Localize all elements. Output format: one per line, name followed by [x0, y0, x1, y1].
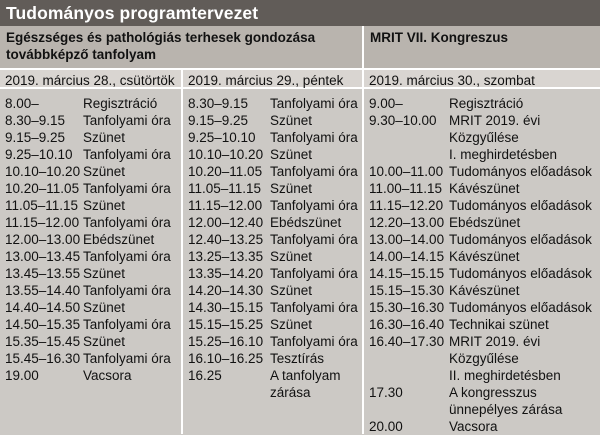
schedule-event: Tudományos előadások — [449, 232, 592, 247]
schedule-time: 12.00–12.40 — [188, 215, 264, 230]
schedule-time: 14.40–14.50 — [5, 300, 81, 315]
schedule-time: 13.35–14.20 — [188, 266, 264, 281]
schedule-event: Tudományos előadások — [449, 198, 592, 213]
schedule-event: ünnepélyes zárása — [449, 402, 563, 417]
schedule-row — [183, 180, 362, 197]
schedule-event: Közgyűlése — [449, 130, 519, 145]
schedule-day-3 — [364, 89, 600, 434]
schedule-event: Tanfolyami óra — [270, 232, 358, 247]
schedule-event: Kávészünet — [449, 249, 520, 264]
schedule-row — [183, 95, 362, 112]
date-day-3: 2019. március 30., szombat — [364, 68, 600, 89]
schedule-row — [183, 282, 362, 299]
schedule-event: Tanfolyami óra — [270, 130, 358, 145]
schedule-row — [0, 180, 181, 197]
schedule-time: 13.45–13.55 — [5, 266, 81, 281]
schedule-row — [183, 265, 362, 282]
schedule-event: Ebédszünet — [270, 215, 342, 230]
schedule-event: Szünet — [270, 249, 313, 264]
schedule-time: 14.15–15.15 — [369, 266, 445, 281]
schedule-time: 8.30–9.15 — [5, 113, 66, 128]
schedule-row — [183, 129, 362, 146]
schedule-row — [364, 401, 600, 418]
schedule-time: 11.00–11.15 — [369, 181, 443, 196]
schedule-row — [183, 333, 362, 350]
schedule-time: 10.10–10.20 — [188, 147, 264, 162]
schedule-time: 9.25–10.10 — [5, 147, 73, 162]
schedule-row — [0, 112, 181, 129]
schedule-event: Regisztráció — [83, 96, 158, 111]
schedule-time: 9.30–10.00 — [369, 113, 437, 128]
schedule-event: II. meghirdetésben — [449, 368, 561, 383]
schedule-event: Tanfolyami óra — [270, 164, 358, 179]
schedule-time: 13.00–13.45 — [5, 249, 81, 264]
schedule-row — [364, 282, 600, 299]
schedule-time: 17.30 — [369, 385, 403, 400]
schedule-event: Technikai szünet — [449, 317, 549, 332]
schedule-event: Vacsora — [449, 419, 498, 434]
schedule-time: 14.20–14.30 — [188, 283, 264, 298]
schedule-time: 15.15–15.25 — [188, 317, 264, 332]
schedule-event: Szünet — [83, 300, 126, 315]
schedule-time: 13.00–14.00 — [369, 232, 445, 247]
schedule-time: 12.00–13.00 — [5, 232, 81, 247]
schedule-row — [0, 367, 181, 384]
schedule-event: Tanfolyami óra — [270, 266, 358, 281]
schedule-event: Szünet — [270, 181, 313, 196]
schedule-row — [364, 95, 600, 112]
schedule-event: Tanfolyami óra — [83, 147, 171, 162]
schedule-time: 8.30–9.15 — [188, 96, 249, 111]
schedule-time: 9.00– — [369, 96, 403, 111]
date-day-1: 2019. március 28., csütörtök — [0, 68, 183, 89]
schedule-event: Tanfolyami óra — [83, 283, 171, 298]
schedule-time: 10.20–11.05 — [5, 181, 80, 196]
schedule-row — [0, 95, 181, 112]
schedule-row — [364, 112, 600, 129]
schedule-time: 15.25–16.10 — [188, 334, 264, 349]
schedule-event: Tesztírás — [270, 351, 325, 366]
schedule-row — [364, 367, 600, 384]
schedule-time: 15.45–16.30 — [5, 351, 81, 366]
date-day-2: 2019. március 29., péntek — [183, 68, 364, 89]
course-header-line1: Egészséges és pathológiás terhesek gondozása — [6, 30, 316, 45]
schedule-row — [364, 163, 600, 180]
schedule-row — [183, 146, 362, 163]
schedule-row — [364, 129, 600, 146]
schedule-row — [364, 384, 600, 401]
schedule-row — [0, 333, 181, 350]
schedule-time: 14.50–15.35 — [5, 317, 81, 332]
schedule-time — [364, 350, 449, 367]
schedule-row — [183, 214, 362, 231]
schedule-row — [0, 231, 181, 248]
schedule-row — [364, 265, 600, 282]
schedule-event: Vacsora — [83, 368, 132, 383]
schedule-event: Tudományos előadások — [449, 300, 592, 315]
course-header-line2: továbbképző tanfolyam — [6, 47, 157, 62]
schedule-event: Tudományos előadások — [449, 266, 592, 281]
schedule-time: 12.40–13.25 — [188, 232, 264, 247]
schedule-time: 11.05–11.15 — [5, 198, 79, 213]
schedule-event: Szünet — [83, 130, 126, 145]
schedule-time: 11.15–12.20 — [369, 198, 444, 213]
schedule-time: 12.20–13.00 — [369, 215, 445, 230]
schedule-time — [183, 384, 270, 401]
schedule-row — [0, 350, 181, 367]
schedule-time: 10.00–11.00 — [369, 164, 444, 179]
schedule-row — [0, 299, 181, 316]
schedule-event: Szünet — [83, 164, 126, 179]
schedule-row — [364, 299, 600, 316]
schedule-event: Szünet — [83, 198, 126, 213]
schedule-row — [364, 350, 600, 367]
schedule-event: Tudományos előadások — [449, 164, 592, 179]
schedule-event: Szünet — [270, 147, 313, 162]
schedule-day-1 — [0, 89, 183, 434]
schedule-row — [0, 265, 181, 282]
schedule-time: 11.15–12.00 — [188, 198, 263, 213]
schedule-time: 10.10–10.20 — [5, 164, 81, 179]
schedule-event: zárása — [270, 385, 311, 400]
schedule-event: Kávészünet — [449, 283, 520, 298]
schedule-event: Tanfolyami óra — [83, 113, 171, 128]
schedule-time: 20.00 — [369, 419, 403, 434]
schedule-time: 16.30–16.40 — [369, 317, 445, 332]
schedule-row — [183, 299, 362, 316]
schedule-event: Közgyűlése — [449, 351, 519, 366]
schedule-row — [183, 248, 362, 265]
schedule-row — [0, 197, 181, 214]
schedule-row — [183, 231, 362, 248]
schedule-time: 16.40–17.30 — [369, 334, 445, 349]
page-title: Tudományos programtervezet — [0, 0, 600, 26]
schedule-event: Szünet — [83, 334, 126, 349]
schedule-row — [364, 418, 600, 435]
schedule-time: 8.00– — [5, 96, 39, 111]
schedule-row — [0, 129, 181, 146]
course-header — [0, 26, 364, 68]
schedule-event: Tanfolyami óra — [270, 198, 358, 213]
schedule-event: Tanfolyami óra — [270, 334, 358, 349]
schedule-row — [183, 350, 362, 367]
schedule-event: I. meghirdetésben — [449, 147, 558, 162]
schedule-event: Szünet — [83, 266, 126, 281]
schedule-row — [364, 146, 600, 163]
schedule-event: A tanfolyam — [270, 368, 341, 383]
schedule-row — [364, 231, 600, 248]
schedule-event: Ebédszünet — [449, 215, 521, 230]
schedule-time: 11.15–12.00 — [5, 215, 80, 230]
schedule-time: 11.05–11.15 — [188, 181, 262, 196]
schedule-time: 13.55–14.40 — [5, 283, 81, 298]
schedule-event: Kávészünet — [449, 181, 520, 196]
schedule-time: 15.15–15.30 — [369, 283, 445, 298]
schedule-time: 16.10–16.25 — [188, 351, 264, 366]
schedule-time: 14.30–15.15 — [188, 300, 264, 315]
schedule-event: MRIT 2019. évi — [449, 334, 541, 349]
schedule-row — [364, 180, 600, 197]
schedule-event: Tanfolyami óra — [83, 351, 171, 366]
schedule-event: Szünet — [270, 317, 313, 332]
congress-header: MRIT VII. Kongreszus — [364, 26, 600, 68]
schedule-event: Tanfolyami óra — [83, 249, 171, 264]
schedule-time: 9.25–10.10 — [188, 130, 256, 145]
schedule-row — [364, 214, 600, 231]
schedule-row — [0, 316, 181, 333]
schedule-row — [364, 197, 600, 214]
schedule-time: 13.25–13.35 — [188, 249, 264, 264]
schedule-row — [0, 163, 181, 180]
schedule-day-2 — [183, 89, 364, 434]
schedule-row — [364, 333, 600, 350]
schedule-row — [364, 316, 600, 333]
schedule-event: Szünet — [270, 113, 313, 128]
schedule-event: Szünet — [270, 283, 313, 298]
schedule-row — [183, 367, 362, 384]
schedule-row — [183, 316, 362, 333]
schedule-row — [0, 146, 181, 163]
schedule-event: Regisztráció — [449, 96, 524, 111]
schedule-row — [183, 163, 362, 180]
schedule-time: 9.15–9.25 — [188, 113, 249, 128]
schedule-time: 14.00–14.15 — [369, 249, 445, 264]
schedule-time — [364, 401, 449, 418]
schedule-event: Ebédszünet — [83, 232, 155, 247]
schedule-event: A kongresszus — [449, 385, 537, 400]
schedule-time: 15.30–16.30 — [369, 300, 445, 315]
schedule-row — [364, 248, 600, 265]
schedule-row — [0, 214, 181, 231]
schedule-time: 9.15–9.25 — [5, 130, 66, 145]
schedule-time: 19.00 — [5, 368, 39, 383]
schedule-event: MRIT 2019. évi — [449, 113, 541, 128]
schedule-row — [183, 112, 362, 129]
schedule-time — [364, 146, 449, 163]
schedule-event: Tanfolyami óra — [83, 215, 171, 230]
schedule-row — [0, 282, 181, 299]
schedule-time: 10.20–11.05 — [188, 164, 263, 179]
schedule-time — [364, 129, 449, 146]
schedule-time: 15.35–15.45 — [5, 334, 81, 349]
schedule-event: Tanfolyami óra — [83, 317, 171, 332]
schedule-event: Tanfolyami óra — [270, 96, 358, 111]
schedule-row — [183, 197, 362, 214]
schedule-row — [183, 384, 362, 401]
schedule-row — [0, 248, 181, 265]
schedule-time: 16.25 — [188, 368, 222, 383]
schedule-time — [364, 367, 449, 384]
schedule-event: Tanfolyami óra — [83, 181, 171, 196]
schedule-event: Tanfolyami óra — [270, 300, 358, 315]
